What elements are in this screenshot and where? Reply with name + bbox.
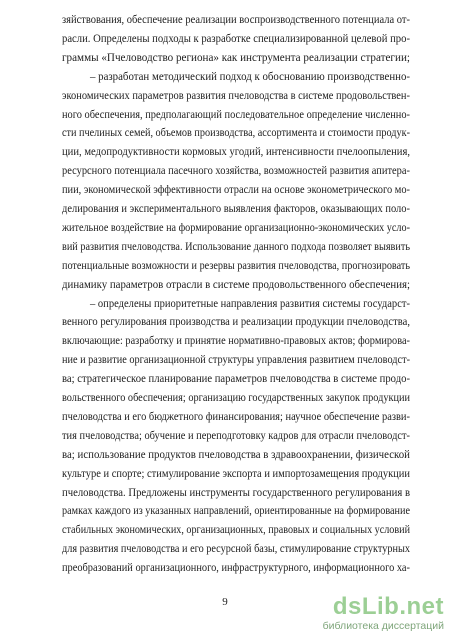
text-line-content: рамках каждого из указанных направлений, ориентированные на формирование (62, 505, 410, 518)
text-line-content: пчеловодства и его бюджетного финансирования; научное обеспечение разви- (62, 410, 410, 423)
text-line-content: тия пчеловодства; обучение и переподготовку кадров для отрасли пчеловодст- (62, 429, 410, 442)
text-line-content: вий развития пчеловодства. Использование данного подхода позволяет выявить (62, 240, 410, 253)
text-line-content: пии, экономической эффективности отрасли на основе эконометрического мо- (62, 184, 410, 197)
text-line-content: граммы «Пчеловодство региона» как инструмента реализации стратегии; (62, 51, 410, 64)
text-line-content: ва; использование продуктов пчеловодства в здравоохранении, физической (62, 448, 410, 461)
text-line-content: сти пчелиных семей, объемов производства, ассортимента и стоимости продук- (62, 127, 410, 140)
text-line-content: динамику параметров отрасли в системе продовольственного обеспечения; (62, 278, 410, 291)
text-line-content: культуре и спорте; стимулирование экспорта и импортозамещения продукции (62, 467, 410, 480)
text-line-content: ва; стратегическое планирование параметров пчеловодства в системе продо- (62, 373, 410, 386)
text-line-content: включающие: разработку и принятие нормативно-правовых актов; формирова- (62, 335, 410, 348)
text-line-content: для развития пчеловодства и его ресурсной базы, стимулирование структурных (62, 543, 410, 556)
text-line-content: расли. Определены подходы к разработке специализированной целевой про- (62, 32, 410, 45)
text-line-content: стабильных экономических, организационных, правовых и социальных условий (62, 524, 410, 537)
text-line-content: вольственного обеспечения; организацию государственных закупок продукции (62, 392, 410, 404)
text-line-content: ние и развитие организационной структуры управления развитием пчеловодст- (62, 354, 410, 367)
text-line-content: – разработан методический подход к обоснованию производственно- (90, 70, 410, 83)
text-line-content: ции, медопродуктивности кормовых угодий, интенсивности пчелоопыления, (62, 146, 410, 159)
text-line-content: потенциальные возможности и резервы развития пчеловодства, прогнозировать (62, 259, 410, 272)
text-line-content: ного обеспечения, предполагающий последовательное определение численно- (62, 108, 410, 121)
text-line-content: экономических параметров развития пчеловодства в системе продовольствен- (62, 89, 410, 102)
text-line-content: – определены приоритетные направления развития системы государст- (90, 297, 410, 310)
page-number: 9 (222, 596, 228, 608)
watermark (314, 593, 444, 635)
text-line-content: венного регулирования производства и реализации продукции пчеловодства, (62, 316, 410, 329)
text-line-content: делирования и экспериментального выявления факторов, оказывающих поло- (62, 203, 410, 215)
watermark-subtitle: библиотека диссертаций (322, 620, 444, 632)
text-line-content: пчеловодства. Предложены инструменты государственного регулирования в (62, 486, 410, 499)
text-line-content: преобразований организационного, инфраструктурного, информационного ха- (62, 562, 410, 575)
text-line-content: зяйствования, обеспечение реализации воспроизводственного потенциала от- (62, 14, 410, 26)
text-line-content: жительное воздействие на формирование организационно-экономических усло- (62, 221, 410, 234)
watermark-logo: dsLib.net (332, 593, 444, 620)
text-line-content: ресурсного потенциала пасечного хозяйства, возможностей развития апитера- (62, 165, 410, 178)
